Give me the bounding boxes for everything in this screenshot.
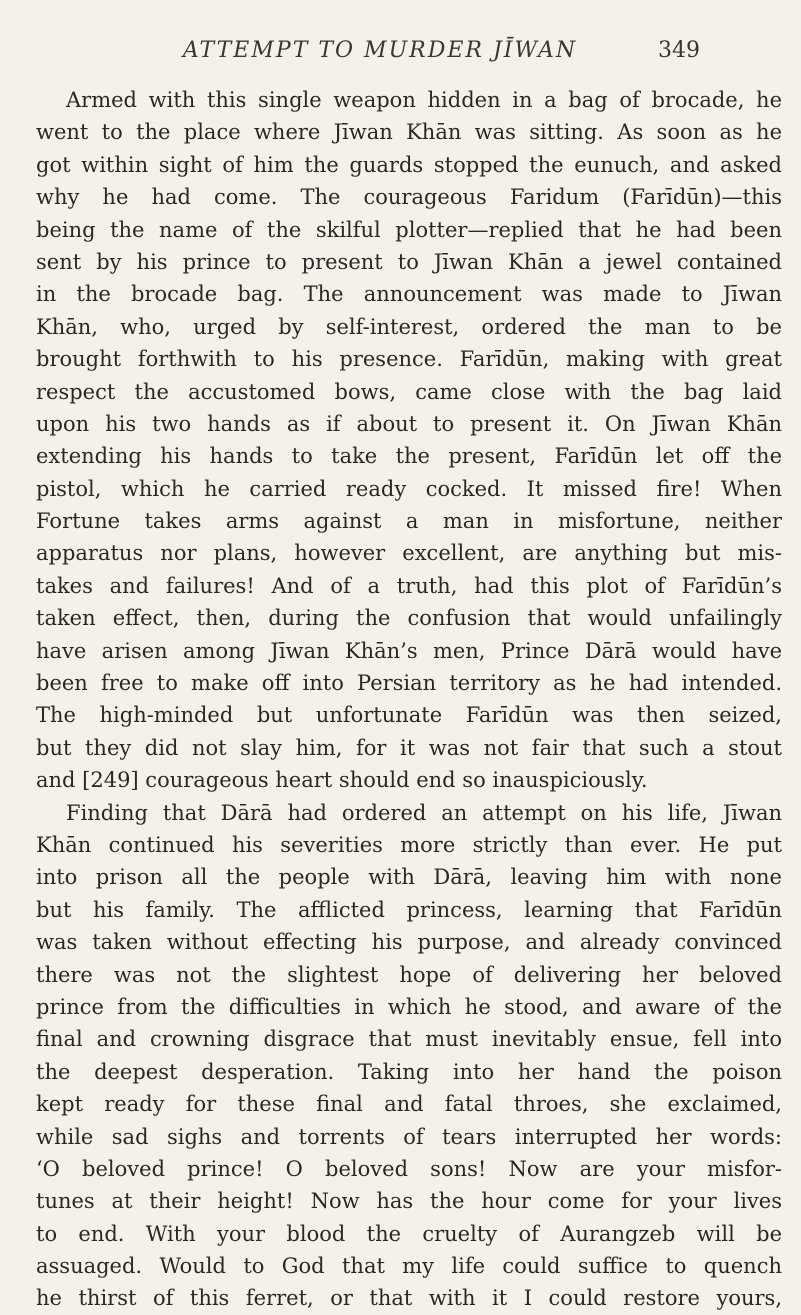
text-line: prince from the difficulties in which he stood, and aware of the [36, 994, 782, 1019]
text-line: assuaged. Would to God that my life could suffice to quench [36, 1254, 782, 1279]
text-line: takes and failures! And of a truth, had this plot of Farīdūn’s [36, 573, 782, 598]
text-line: into prison all the people with Dārā, leaving him with none [36, 865, 782, 890]
text-line: final and crowning disgrace that must inevitably ensue, fell into [36, 1027, 782, 1052]
text-line: brought forthwith to his presence. Farīdūn, making with great [36, 347, 782, 372]
text-line: Fortune takes arms against a man in misfortune, neither [36, 509, 782, 534]
text-line: extending his hands to take the present, Farīdūn let off the [36, 444, 782, 469]
text-line: been free to make off into Persian territory as he had intended. [36, 671, 782, 696]
text-line: and [249] courageous heart should end so inauspiciously. [36, 768, 648, 793]
text-line: taken effect, then, during the confusion that would unfailingly [36, 606, 782, 631]
running-title: ATTEMPT TO MURDER JĪWAN [182, 38, 578, 63]
text-line: pistol, which he carried ready cocked. It missed fire! When [36, 476, 782, 501]
text-line: Armed with this single weapon hidden in a bag of brocade, he [66, 88, 782, 112]
text-line: why he had come. The courageous Faridum (Farīdūn)—this [36, 185, 782, 210]
text-line: the deepest desperation. Taking into her hand the poison [36, 1059, 782, 1084]
text-line: tunes at their height! Now has the hour come for your lives [36, 1189, 782, 1214]
text-line: sent by his prince to present to Jīwan Khān a jewel contained [36, 249, 782, 274]
page-number: 349 [658, 38, 700, 63]
text-line: he thirst of this ferret, or that with it I could restore yours, [36, 1286, 782, 1311]
text-line: to end. With your blood the cruelty of Aurangzeb will be [36, 1221, 782, 1246]
text-line: while sad sighs and torrents of tears interrupted her words: [36, 1124, 782, 1149]
text-line: kept ready for these final and fatal throes, she exclaimed, [36, 1092, 782, 1117]
text-line: there was not the slightest hope of delivering her beloved [36, 962, 782, 987]
text-line: but his family. The afflicted princess, learning that Farīdūn [36, 897, 782, 922]
body-text [36, 84, 782, 1315]
text-line: have arisen among Jīwan Khān’s men, Prince Dārā would have [36, 638, 782, 663]
text-line: apparatus nor plans, however excellent, are anything but mis- [36, 541, 782, 566]
text-line: but they did not slay him, for it was not fair that such a stout [36, 735, 782, 760]
text-line: went to the place where Jīwan Khān was sitting. As soon as he [36, 120, 782, 145]
text-line: Khān continued his severities more strictly than ever. He put [36, 832, 782, 857]
text-line: respect the accustomed bows, came close with the bag laid [36, 379, 782, 404]
text-line: ‘O beloved prince! O beloved sons! Now are your misfor- [36, 1156, 782, 1181]
text-line: The high-minded but unfortunate Farīdūn was then seized, [36, 703, 782, 728]
text-line: upon his two hands as if about to present it. On Jīwan Khān [36, 411, 782, 436]
text-line: in the brocade bag. The announcement was made to Jīwan [36, 282, 782, 307]
text-line: Finding that Dārā had ordered an attempt on his life, Jīwan [66, 800, 782, 825]
text-line: being the name of the skilful plotter—replied that he had been [36, 217, 782, 242]
text-line: Khān, who, urged by self-interest, ordered the man to be [36, 314, 782, 339]
text-line: was taken without effecting his purpose, and already convinced [36, 930, 782, 955]
text-line: got within sight of him the guards stopped the eunuch, and asked [36, 152, 782, 177]
